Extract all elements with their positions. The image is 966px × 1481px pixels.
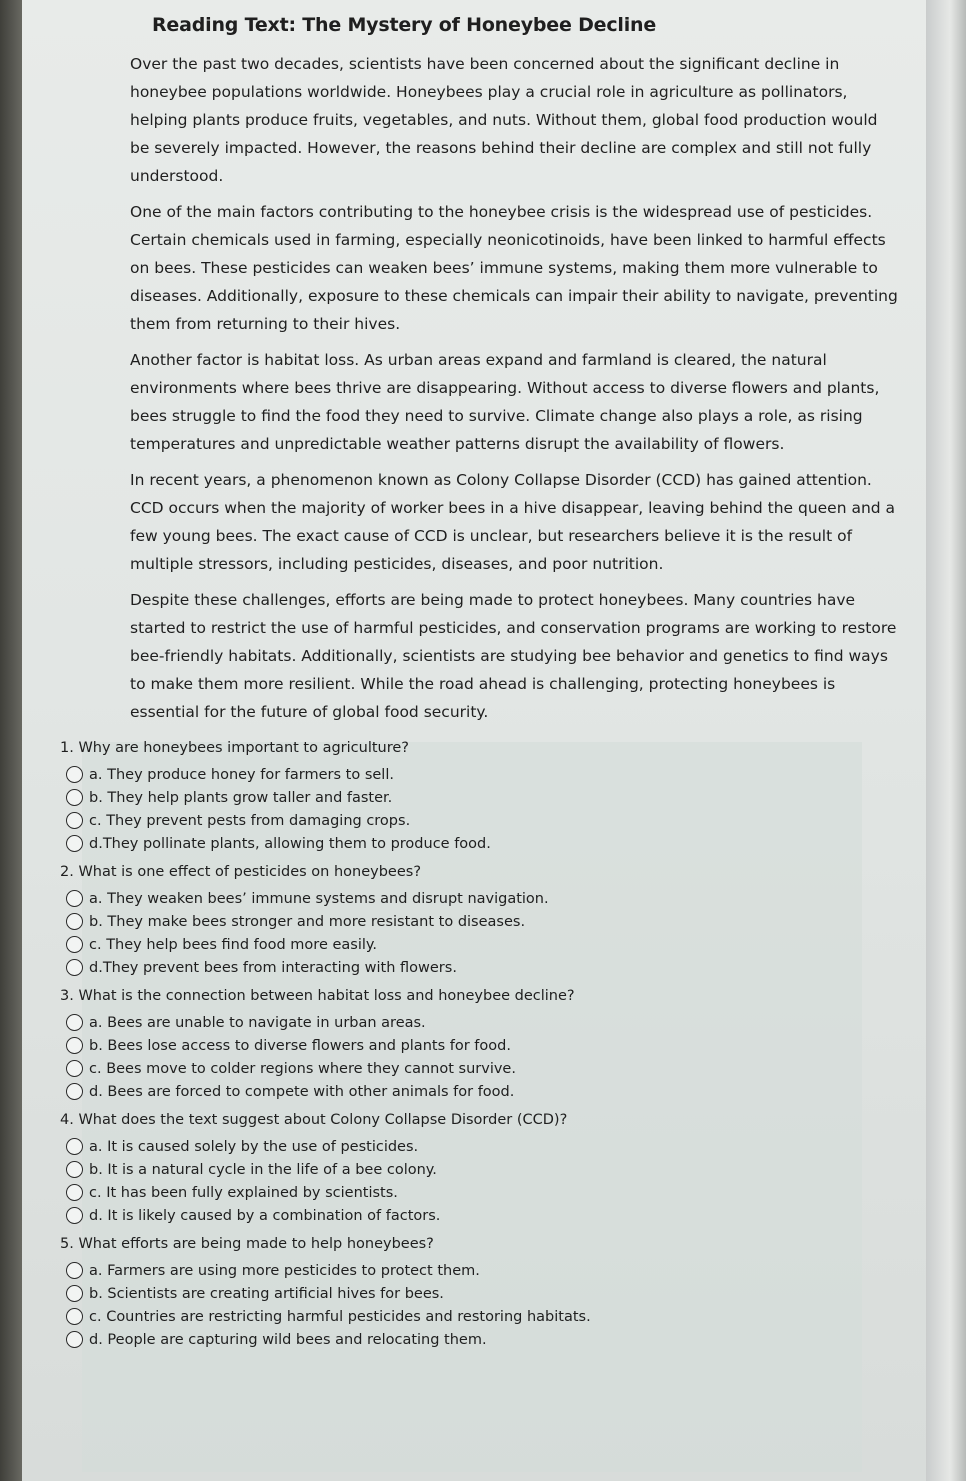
question-text: 1. Why are honeybees important to agriculture? (60, 740, 409, 756)
option-5c[interactable] (66, 1308, 860, 1325)
option-label: b. Bees lose access to diverse flowers and plants for food. (89, 1037, 511, 1054)
option-1b[interactable] (66, 789, 860, 806)
option-label: d. Bees are forced to compete with other animals for food. (89, 1083, 515, 1100)
option-label: b. It is a natural cycle in the life of a bee colony. (89, 1161, 437, 1178)
radio-button-icon[interactable] (66, 1161, 83, 1178)
paragraph-5: Despite these challenges, efforts are being made to protect honeybees. Many countries have started to restrict the use of harmful pesticides, and conservation programs are working to restore bee-friendly habitats. Additionally, scientists are studying bee behavior and genetics to find ways to make them more resilient. While the road ahead is challenging, protecting honeybees is essential for the future of global food security. (130, 591, 897, 721)
question-1 (60, 740, 860, 852)
question-2 (60, 864, 860, 976)
radio-button-icon[interactable] (66, 1138, 83, 1155)
reading-text (130, 14, 900, 734)
radio-button-icon[interactable] (66, 1083, 83, 1100)
paragraph-2: One of the main factors contributing to the honeybee crisis is the widespread use of pesticides. Certain chemicals used in farming, especially neonicotinoids, have been linked to harmful effects on bees. These pesticides can weaken bees’ immune systems, making them more vulnerable to diseases. Additionally, exposure to these chemicals can impair their ability to navigate, preventing them from returning to their hives. (130, 203, 898, 333)
radio-button-icon[interactable] (66, 959, 83, 976)
question-5 (60, 1236, 860, 1348)
radio-button-icon[interactable] (66, 1262, 83, 1279)
option-4d[interactable] (66, 1207, 860, 1224)
option-3c[interactable] (66, 1060, 860, 1077)
option-5b[interactable] (66, 1285, 860, 1302)
option-label: a. Bees are unable to navigate in urban areas. (89, 1014, 426, 1031)
radio-button-icon[interactable] (66, 789, 83, 806)
option-label: a. Farmers are using more pesticides to protect them. (89, 1262, 480, 1279)
option-label: d.They pollinate plants, allowing them to produce food. (89, 835, 491, 852)
option-3d[interactable] (66, 1083, 860, 1100)
option-label: a. They weaken bees’ immune systems and disrupt navigation. (89, 890, 549, 907)
question-text: 3. What is the connection between habitat loss and honeybee decline? (60, 988, 575, 1004)
option-label: a. They produce honey for farmers to sell. (89, 766, 394, 783)
radio-button-icon[interactable] (66, 890, 83, 907)
option-label: c. Countries are restricting harmful pesticides and restoring habitats. (89, 1308, 591, 1325)
paragraph-3: Another factor is habitat loss. As urban areas expand and farmland is cleared, the natural environments where bees thrive are disappearing. Without access to diverse flowers and plants, bees struggle to find the food they need to survive. Climate change also plays a role, as rising temperatures and unpredictable weather patterns disrupt the availability of flowers. (130, 351, 880, 453)
radio-button-icon[interactable] (66, 1207, 83, 1224)
radio-button-icon[interactable] (66, 766, 83, 783)
option-1d[interactable] (66, 835, 860, 852)
radio-button-icon[interactable] (66, 1308, 83, 1325)
page-right-edge (926, 0, 966, 1481)
option-label: b. They help plants grow taller and faster. (89, 789, 393, 806)
option-2d[interactable] (66, 959, 860, 976)
option-4a[interactable] (66, 1138, 860, 1155)
radio-button-icon[interactable] (66, 1060, 83, 1077)
question-4 (60, 1112, 860, 1224)
radio-button-icon[interactable] (66, 1184, 83, 1201)
option-label: c. They prevent pests from damaging crops. (89, 812, 411, 829)
radio-button-icon[interactable] (66, 913, 83, 930)
option-2b[interactable] (66, 913, 860, 930)
option-1a[interactable] (66, 766, 860, 783)
option-label: b. They make bees stronger and more resistant to diseases. (89, 913, 526, 930)
option-4b[interactable] (66, 1161, 860, 1178)
option-label: c. Bees move to colder regions where they cannot survive. (89, 1060, 516, 1077)
option-label: d.They prevent bees from interacting with flowers. (89, 959, 457, 976)
question-text: 5. What efforts are being made to help honeybees? (60, 1236, 434, 1252)
option-label: d. It is likely caused by a combination of factors. (89, 1207, 441, 1224)
option-label: c. It has been fully explained by scientists. (89, 1184, 398, 1201)
option-1c[interactable] (66, 812, 860, 829)
option-3b[interactable] (66, 1037, 860, 1054)
radio-button-icon[interactable] (66, 1285, 83, 1302)
question-3 (60, 988, 860, 1100)
option-2c[interactable] (66, 936, 860, 953)
radio-button-icon[interactable] (66, 1037, 83, 1054)
radio-button-icon[interactable] (66, 1331, 83, 1348)
option-3a[interactable] (66, 1014, 860, 1031)
questions-section (60, 740, 860, 1360)
question-text: 2. What is one effect of pesticides on honeybees? (60, 864, 422, 880)
radio-button-icon[interactable] (66, 936, 83, 953)
option-5d[interactable] (66, 1331, 860, 1348)
option-label: b. Scientists are creating artificial hives for bees. (89, 1285, 444, 1302)
option-4c[interactable] (66, 1184, 860, 1201)
reading-title: Reading Text: The Mystery of Honeybee Decline (152, 14, 657, 36)
paragraph-4: In recent years, a phenomenon known as Colony Collapse Disorder (CCD) has gained attention. CCD occurs when the majority of worker bees in a hive disappear, leaving behind the queen and a few young bees. The exact cause of CCD is unclear, but researchers believe it is the result of multiple stressors, including pesticides, diseases, and poor nutrition. (130, 471, 896, 573)
option-label: d. People are capturing wild bees and relocating them. (89, 1331, 487, 1348)
radio-button-icon[interactable] (66, 835, 83, 852)
option-2a[interactable] (66, 890, 860, 907)
option-5a[interactable] (66, 1262, 860, 1279)
question-text: 4. What does the text suggest about Colony Collapse Disorder (CCD)? (60, 1112, 568, 1128)
option-label: c. They help bees find food more easily. (89, 936, 378, 953)
paragraph-1: Over the past two decades, scientists have been concerned about the significant decline in honeybee populations worldwide. Honeybees play a crucial role in agriculture as pollinators, helping plants produce fruits, vegetables, and nuts. Without them, global food production would be severely impacted. However, the reasons behind their decline are complex and still not fully understood. (130, 55, 878, 185)
option-label: a. It is caused solely by the use of pesticides. (89, 1138, 419, 1155)
radio-button-icon[interactable] (66, 1014, 83, 1031)
radio-button-icon[interactable] (66, 812, 83, 829)
